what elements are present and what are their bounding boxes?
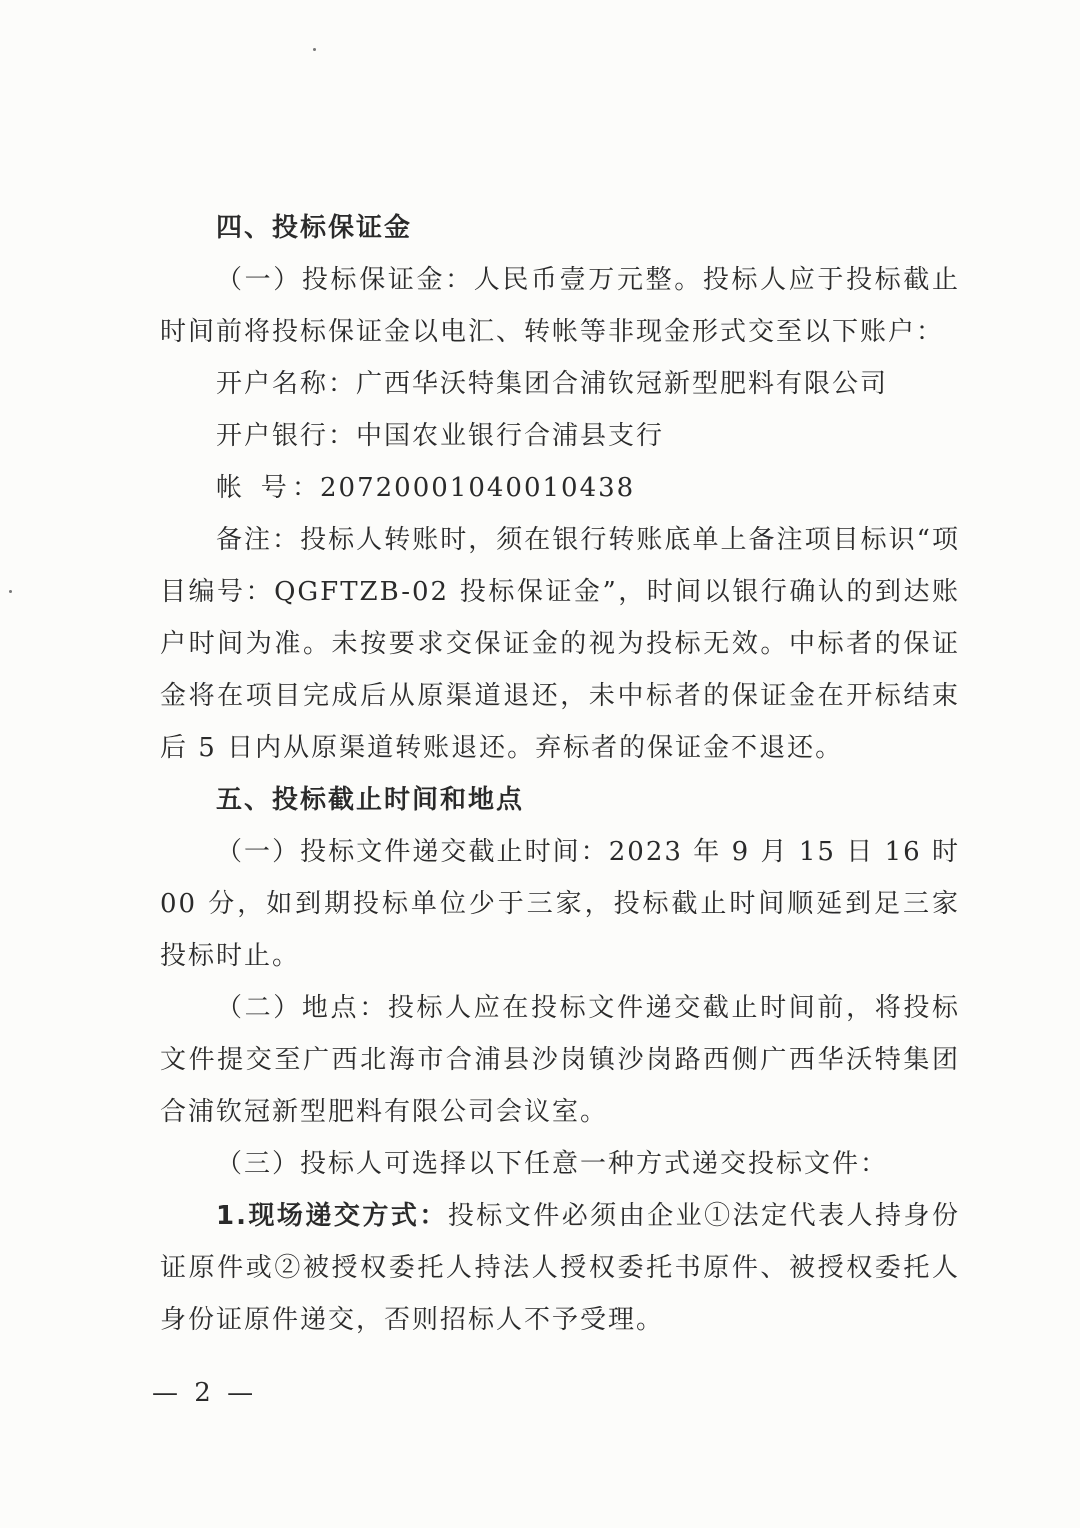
method-1-text: 投标文件必须由企业①法定代表人持身份证原件或②被授权委托人持法人授权委托书原件、被授权委托人身份证原件递交，否则招标人不予受理。 (160, 1201, 960, 1335)
account-name-line (160, 358, 960, 410)
scan-speck (9, 590, 12, 593)
section-5-item-2: （二）地点：投标人应在投标文件递交截止时间前，将投标文件提交至广西北海市合浦县沙岗镇沙岗路西侧广西华沃特集团合浦钦冠新型肥料有限公司会议室。 (160, 993, 960, 1127)
account-name-value: 广西华沃特集团合浦钦冠新型肥料有限公司 (356, 369, 889, 399)
account-number-label-part-2: 号： (260, 473, 320, 503)
section-4-heading: 四、投标保证金 (216, 213, 413, 243)
page-number: — 2 — (152, 1378, 258, 1408)
section-4-item-1: （一）投标保证金：人民币壹万元整。投标人应于投标截止时间前将投标保证金以电汇、转帐等非现金形式交至以下账户： (160, 265, 960, 347)
section-5-item-1: （一）投标文件递交截止时间：2023 年 9 月 15 日 16 时 00 分，如到期投标单位少于三家，投标截止时间顺延到足三家投标时止。 (160, 837, 960, 971)
section-5-item-3: （三）投标人可选择以下任意一种方式递交投标文件： (216, 1149, 889, 1179)
account-number-label (216, 462, 320, 514)
method-1-lead: 1.现场递交方式： (216, 1201, 448, 1231)
document-body (160, 202, 960, 1346)
scan-speck (313, 48, 316, 51)
section-4-note: 备注：投标人转账时，须在银行转账底单上备注项目标识“项目编号：QGFTZB-02 投标保证金”，时间以银行确认的到达账户时间为准。未按要求交保证金的视为投标无效。中标者的保证金将在项目完成后从原渠道退还，未中标者的保证金在开标结束后 5 日内从原渠道转账退还。弃标者的保证金不退还。 (160, 525, 960, 763)
section-5-heading: 五、投标截止时间和地点 (216, 785, 525, 815)
bank-label: 开户银行： (216, 421, 357, 451)
bank-line (160, 410, 960, 462)
account-name-label: 开户名称： (216, 369, 357, 399)
section-5-method-1 (160, 1190, 960, 1346)
bank-value: 中国农业银行合浦县支行 (356, 421, 665, 451)
account-number-line (160, 462, 960, 514)
account-number-label-part-1: 帐 (216, 473, 248, 503)
account-number-value: 20720001040010438 (320, 473, 636, 503)
